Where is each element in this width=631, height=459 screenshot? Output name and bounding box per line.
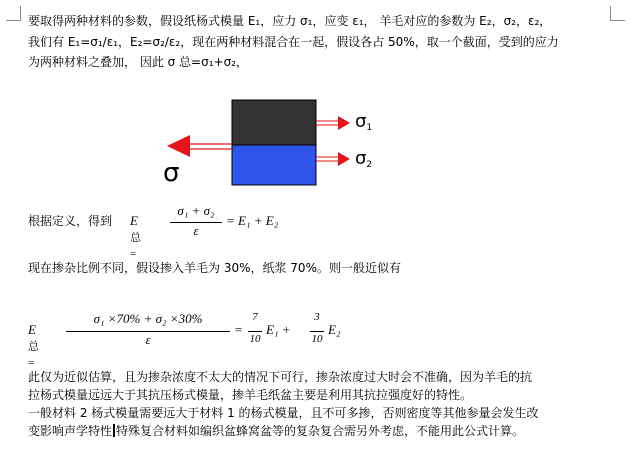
conclusion-line-1: 此仅为近似估算，且为掺杂浓度不太大的情况下可行，掺杂浓度过大时会不准确，因为羊毛的抗 xyxy=(28,370,533,384)
mixed-term-e1: E₁ + xyxy=(266,322,291,337)
fraction-3-bar xyxy=(310,331,324,332)
sigma-total-label: σ xyxy=(163,158,180,188)
sigma2-label: $\sigma_2$ xyxy=(355,148,373,170)
fraction-7-denominator: 10 xyxy=(249,333,261,345)
intro-line-2: 我们有 E₁=σ₁/ε₁，E₂=σ₂/ε₂，现在两种材料混合在一起，假设各占 50%，取一个截面，受到的应力 xyxy=(28,35,559,49)
sigma-total-arrow xyxy=(167,135,232,157)
wool-layer-block xyxy=(232,145,316,185)
fraction-3-denominator: 10 xyxy=(311,333,323,345)
definition-denominator: ε xyxy=(193,223,199,238)
intro-line-3: 为两种材料之叠加， 因此 σ 总=σ₁+σ₂， xyxy=(28,55,248,69)
conclusion-line-4: 变影响声学特性 特殊复合材料如编织盆蜂窝盆等的复杂复合需另外考虑，不能用此公式计算。 xyxy=(28,424,525,438)
paper-layer-block xyxy=(232,100,316,145)
stress-diagram xyxy=(150,95,400,195)
fraction-7-bar xyxy=(248,331,262,332)
definition-rhs: = E₁ + E₂ xyxy=(226,213,279,228)
sigma1-arrow xyxy=(316,116,350,130)
fraction-7-numerator: 7 xyxy=(252,311,258,323)
mixed-numerator: σ₁ ×70% + σ₂ ×30% xyxy=(93,311,203,326)
definition-lead: 根据定义，得到 xyxy=(28,214,113,228)
conclusion-line-3: 一般材料 2 杨式模量需要远大于材料 1 的杨式模量，且不可多掺，否则密度等其他参量会发生改 xyxy=(28,406,539,420)
sigma2-arrow xyxy=(316,152,350,166)
conclusion-line-2: 拉杨式模量远远大于其抗压杨式模量，掺羊毛纸盆主要是利用其抗拉强度好的特性。 xyxy=(28,388,473,402)
mixed-denominator: ε xyxy=(145,332,151,347)
definition-numerator: σ₁ + σ₂ xyxy=(177,203,215,218)
e-total-symbol: E总= xyxy=(130,213,141,260)
mix-ratio-line: 现在掺杂比例不同，假设掺入羊毛为 30%，纸浆 70%。则一般近似有 xyxy=(28,261,401,275)
fraction-3-numerator: 3 xyxy=(314,311,320,323)
mixed-term-e2: E₂ xyxy=(328,322,341,337)
page-corner-mark-right xyxy=(610,6,625,21)
e-total-symbol-2: E总= xyxy=(28,322,39,369)
sigma1-label: $\sigma_1$ xyxy=(355,111,373,133)
intro-line-1: 要取得两种材料的参数，假设纸杨式模量 E₁，应力 σ₁，应变 ε₁， 羊毛对应的参数为 E₂，σ₂，ε₂， xyxy=(28,14,552,28)
mixed-equals: = xyxy=(234,322,243,337)
page-corner-mark-left xyxy=(6,6,21,21)
text-cursor xyxy=(113,424,115,437)
